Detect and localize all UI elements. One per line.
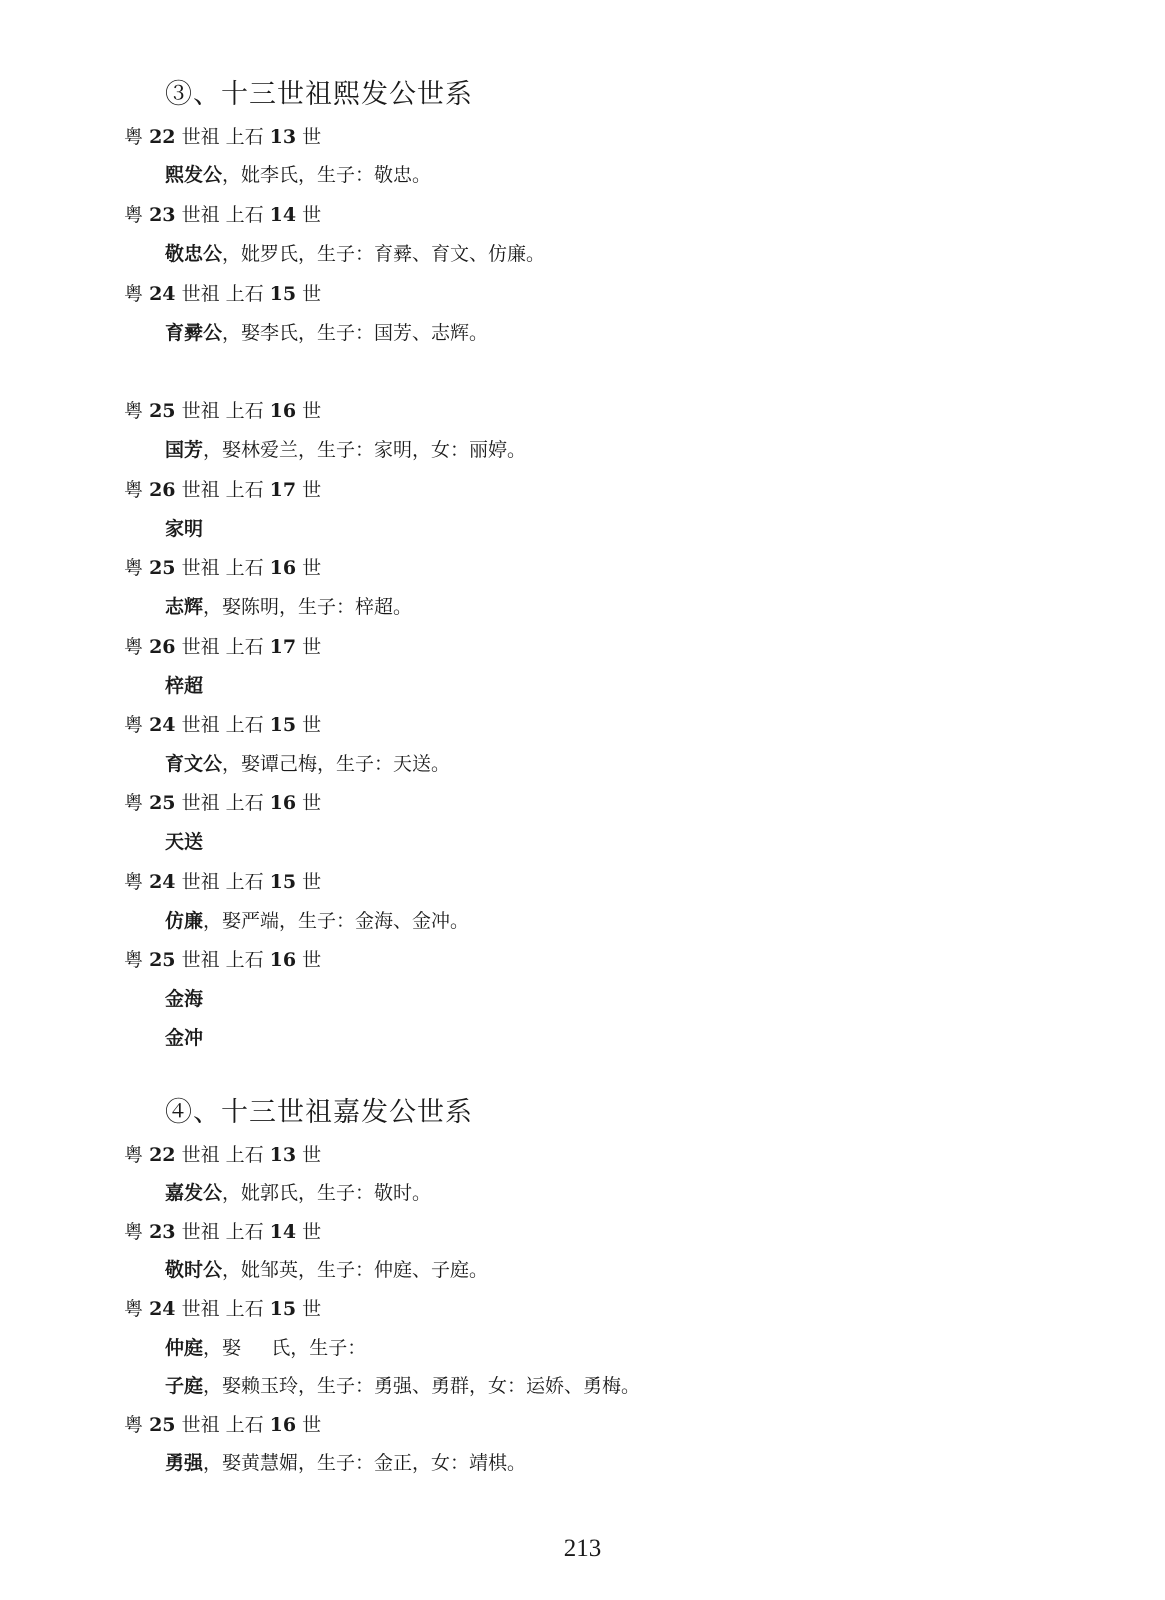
person-entry: 志辉，娶陈明，生子：梓超。 bbox=[165, 596, 413, 618]
generation-line: 粤 22 世祖 上石 13 世 bbox=[124, 126, 322, 148]
person-entry: 金海 bbox=[165, 988, 204, 1010]
generation-line: 粤 24 世祖 上石 15 世 bbox=[124, 714, 322, 736]
generation-line: 粤 26 世祖 上石 17 世 bbox=[124, 479, 322, 501]
person-entry: 仿廉，娶严端，生子：金海、金冲。 bbox=[165, 910, 470, 932]
person-entry: 育彛公，娶李氏，生子：国芳、志辉。 bbox=[165, 322, 489, 344]
generation-line: 粤 25 世祖 上石 16 世 bbox=[124, 400, 322, 422]
generation-line: 粤 23 世祖 上石 14 世 bbox=[124, 204, 322, 226]
person-entry: 勇强，娶黄慧媚，生子：金正，女：靖棋。 bbox=[165, 1452, 527, 1474]
generation-line: 粤 22 世祖 上石 13 世 bbox=[124, 1144, 322, 1166]
page-number: 213 bbox=[563, 1535, 602, 1562]
person-entry: 梓超 bbox=[165, 675, 204, 697]
generation-line: 粤 25 世祖 上石 16 世 bbox=[124, 557, 322, 579]
person-entry: 家明 bbox=[165, 518, 204, 540]
section-title-xifa: ③、十三世祖熙发公世系 bbox=[165, 79, 473, 110]
person-entry: 国芳，娶林爱兰，生子：家明，女：丽婷。 bbox=[165, 439, 527, 461]
generation-line: 粤 23 世祖 上石 14 世 bbox=[124, 1221, 322, 1243]
person-entry: 仲庭，娶 氏，生子： bbox=[165, 1337, 367, 1359]
generation-line: 粤 24 世祖 上石 15 世 bbox=[124, 871, 322, 893]
person-entry: 子庭，娶赖玉玲，生子：勇强、勇群，女：运娇、勇梅。 bbox=[165, 1375, 641, 1397]
person-entry: 嘉发公，妣郭氏，生子：敬时。 bbox=[165, 1182, 432, 1204]
generation-line: 粤 25 世祖 上石 16 世 bbox=[124, 949, 322, 971]
generation-line: 粤 26 世祖 上石 17 世 bbox=[124, 636, 322, 658]
person-entry: 育文公，娶谭己梅，生子：天送。 bbox=[165, 753, 451, 775]
person-entry: 熙发公，妣李氏，生子：敬忠。 bbox=[165, 164, 432, 186]
generation-line: 粤 25 世祖 上石 16 世 bbox=[124, 792, 322, 814]
generation-line: 粤 25 世祖 上石 16 世 bbox=[124, 1414, 322, 1436]
generation-line: 粤 24 世祖 上石 15 世 bbox=[124, 283, 322, 305]
person-entry: 敬时公，妣邹英，生子：仲庭、子庭。 bbox=[165, 1259, 489, 1281]
person-entry: 金冲 bbox=[165, 1027, 204, 1049]
person-entry: 敬忠公，妣罗氏，生子：育彛、育文、仿廉。 bbox=[165, 243, 546, 265]
generation-line: 粤 24 世祖 上石 15 世 bbox=[124, 1298, 322, 1320]
section-title-jiafa: ④、十三世祖嘉发公世系 bbox=[165, 1097, 473, 1128]
person-entry: 天送 bbox=[165, 831, 204, 853]
